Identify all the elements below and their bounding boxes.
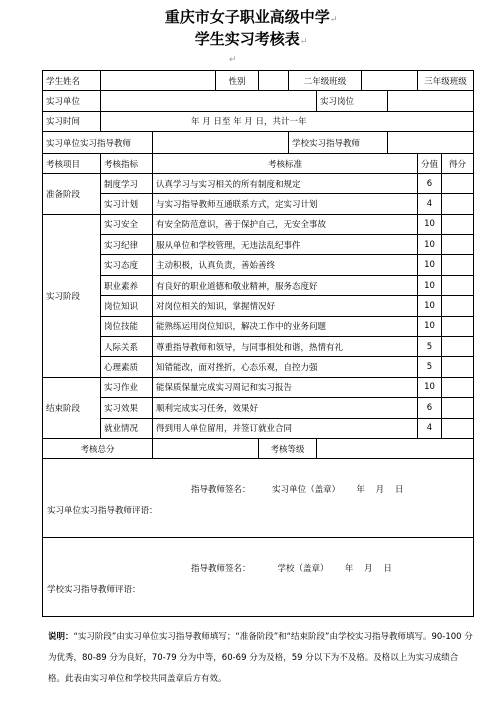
internship-time-span[interactable]: 年 月 日至 年 月 日，共计一年: [101, 111, 474, 131]
total-row: [43, 438, 474, 458]
score-cell: 5: [418, 357, 442, 377]
points-field[interactable]: [442, 255, 474, 275]
internship-time-row: [43, 111, 474, 131]
table-row: [43, 275, 474, 295]
table-row: [43, 336, 474, 356]
points-field[interactable]: [442, 296, 474, 316]
table-row: [43, 357, 474, 377]
points-field[interactable]: [442, 214, 474, 234]
indicator-cell: 实习效果: [101, 398, 153, 418]
indicator-cell: 实习作业: [101, 377, 153, 397]
grade2-class-field[interactable]: [362, 71, 418, 91]
standard-cell: 与实习指导教师互通联系方式，定实习计划: [153, 194, 418, 214]
internship-time-label: 实习时间: [43, 111, 101, 131]
gender-field[interactable]: [259, 71, 289, 91]
score-cell: 5: [418, 336, 442, 356]
assessment-level-label: 考核等级: [259, 438, 317, 458]
return-mark-icon: ↵: [329, 15, 338, 25]
return-mark-icon: ↵: [299, 37, 308, 47]
score-cell: 6: [418, 398, 442, 418]
doc-title-form: 学生实习考核表↵: [194, 30, 308, 48]
grade3-class-label: 三年级班级: [418, 71, 474, 91]
total-score-label: 考核总分: [43, 438, 153, 458]
table-row: [43, 173, 474, 193]
table-row: [43, 214, 474, 234]
standard-cell: 尊重指导教师和领导，与同事相处和谐，热情有礼: [153, 336, 418, 356]
school-comment-row: [43, 538, 474, 617]
gender-label: 性别: [216, 71, 259, 91]
points-field[interactable]: [442, 194, 474, 214]
unit-signature-line: 指导教师签名： 实习单位（盖章） 年 月 日: [191, 485, 404, 496]
indicator-cell: 人际关系: [101, 336, 153, 356]
internship-unit-row: [43, 91, 474, 111]
score-cell: 10: [418, 275, 442, 295]
score-cell: 10: [418, 296, 442, 316]
table-row: [43, 418, 474, 438]
score-cell: 4: [418, 418, 442, 438]
header-points: 得分: [442, 154, 474, 174]
points-field[interactable]: [442, 235, 474, 255]
note-prefix: 说明：: [48, 632, 74, 642]
school-comment-label: 学校实习指导教师评语：: [47, 585, 141, 596]
standard-cell: 能熟练运用岗位知识，解决工作中的业务问题: [153, 316, 418, 336]
header-item: 考核项目: [43, 154, 101, 174]
school-teacher-field[interactable]: [388, 132, 474, 154]
header-score: 分值: [418, 154, 442, 174]
unit-comment-label: 实习单位实习指导教师评语：: [47, 506, 158, 517]
internship-unit-field[interactable]: [101, 91, 317, 111]
internship-post-label: 实习岗位: [317, 91, 388, 111]
header-standard: 考核标准: [153, 154, 418, 174]
standard-cell: 有良好的职业道德和敬业精神，服务态度好: [153, 275, 418, 295]
score-cell: 6: [418, 173, 442, 193]
points-field[interactable]: [442, 377, 474, 397]
score-cell: 10: [418, 316, 442, 336]
points-field[interactable]: [442, 336, 474, 356]
points-field[interactable]: [442, 357, 474, 377]
paragraph-mark-icon: ↵: [229, 55, 237, 65]
instructions-note: [48, 627, 473, 690]
student-name-label: 学生姓名: [43, 71, 101, 91]
standard-cell: 能保质保量完成实习周记和实习报告: [153, 377, 418, 397]
school-signature-line: 指导教师签名： 学校（盖章） 年 月 日: [191, 564, 392, 575]
standard-cell: 认真学习与实习相关的所有制度和规定: [153, 173, 418, 193]
supervisor-row: [43, 132, 474, 154]
assessment-table: [42, 70, 474, 617]
table-header-row: [43, 154, 474, 174]
table-row: [43, 316, 474, 336]
score-cell: 10: [418, 377, 442, 397]
note-text: “实习阶段”由实习单位实习指导教师填写；“准备阶段”和“结束阶段”由学校实习指导教师填写。90-100 分为优秀，80-89 分为良好，70-79 分为中等，60-69 分为及格，59 分以下为不及格。及格以上为实习成绩合格。此表由实习单位和学校共同盖章后方有效。: [48, 632, 473, 684]
table-row: [43, 398, 474, 418]
header-indicator: 考核指标: [101, 154, 153, 174]
indicator-cell: 实习计划: [101, 194, 153, 214]
score-cell: 10: [418, 255, 442, 275]
points-field[interactable]: [442, 275, 474, 295]
indicator-cell: 岗位技能: [101, 316, 153, 336]
points-field[interactable]: [442, 398, 474, 418]
school-comment-field[interactable]: [43, 538, 474, 617]
student-name-field[interactable]: [101, 71, 216, 91]
unit-comment-field[interactable]: [43, 459, 474, 538]
indicator-cell: 就业情况: [101, 418, 153, 438]
table-row: [43, 194, 474, 214]
standard-cell: 得到用人单位留用，并签订就业合同: [153, 418, 418, 438]
group-end: 结束阶段: [43, 377, 101, 438]
points-field[interactable]: [442, 173, 474, 193]
internship-unit-label: 实习单位: [43, 91, 101, 111]
score-cell: 10: [418, 235, 442, 255]
score-cell: 4: [418, 194, 442, 214]
unit-teacher-field[interactable]: [153, 132, 289, 154]
score-cell: 10: [418, 214, 442, 234]
school-teacher-label: 学校实习指导教师: [289, 132, 388, 154]
group-prep: 准备阶段: [43, 173, 101, 214]
unit-comment-row: [43, 459, 474, 538]
points-field[interactable]: [442, 316, 474, 336]
table-row: [43, 296, 474, 316]
indicator-cell: 实习纪律: [101, 235, 153, 255]
unit-teacher-label: 实习单位实习指导教师: [43, 132, 153, 154]
student-info-row: [43, 71, 474, 91]
standard-cell: 主动积极，认真负责，善始善终: [153, 255, 418, 275]
doc-title-school: 重庆市女子职业高级中学↵: [164, 8, 338, 26]
indicator-cell: 实习态度: [101, 255, 153, 275]
points-field[interactable]: [442, 418, 474, 438]
standard-cell: 知错能改，面对挫折，心态乐观，自控力强: [153, 357, 418, 377]
standard-cell: 对岗位相关的知识，掌握情况好: [153, 296, 418, 316]
standard-cell: 顺利完成实习任务，效果好: [153, 398, 418, 418]
group-intern: 实习阶段: [43, 214, 101, 377]
indicator-cell: 心理素质: [101, 357, 153, 377]
table-row: [43, 235, 474, 255]
total-score-field[interactable]: [153, 438, 259, 458]
table-row: [43, 255, 474, 275]
internship-post-field[interactable]: [388, 91, 474, 111]
grade2-class-label: 二年级班级: [289, 71, 362, 91]
assessment-level-field[interactable]: [317, 438, 474, 458]
indicator-cell: 制度学习: [101, 173, 153, 193]
indicator-cell: 职业素养: [101, 275, 153, 295]
indicator-cell: 实习安全: [101, 214, 153, 234]
standard-cell: 服从单位和学校管理，无违法乱纪事件: [153, 235, 418, 255]
indicator-cell: 岗位知识: [101, 296, 153, 316]
table-row: [43, 377, 474, 397]
standard-cell: 有安全防范意识，善于保护自己，无安全事故: [153, 214, 418, 234]
